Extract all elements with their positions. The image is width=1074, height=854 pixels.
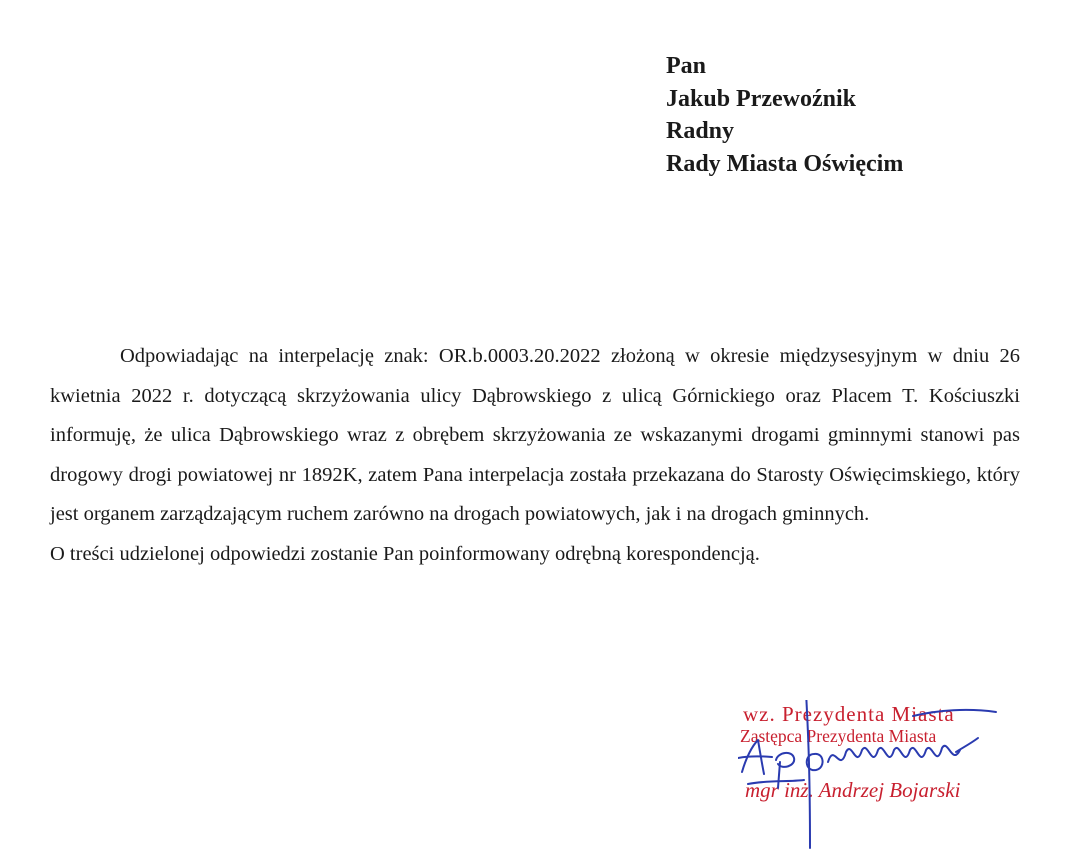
stamp-position-line: Zastępca Prezydenta Miasta <box>740 726 937 746</box>
addressee-role: Radny <box>666 118 735 144</box>
addressee-institution: Rady Miasta Oświęcim <box>666 150 904 177</box>
addressee-name: Jakub Przewoźnik <box>666 85 857 112</box>
addressee-block <box>666 50 903 180</box>
stamp-name-line: mgr inż. Andrzej Bojarski <box>745 778 961 802</box>
addressee-salutation: Pan <box>666 53 707 79</box>
stamp-on-behalf-line: wz. Prezydenta Miasta <box>743 702 955 726</box>
signature-stamp <box>738 700 1038 850</box>
letter-paragraph-main: Odpowiadając na interpelację znak: OR.b.0003.20.2022 złożoną w okresie międzysesyjnym w dniu 26 kwietnia 2022 r. dotyczącą skrzyżowania ulicy Dąbrowskiego z ulicą Górnickiego oraz Placem T. Kościuszki informuję, że ulica Dąbrowskiego wraz z obrębem skrzyżowania ze wskazanymi drogami gminnymi stanowi pas drogowy drogi powiatowej nr 1892K, zatem Pana interpelacja została przekazana do Starosty Oświęcimskiego, który jest organem zarządzającym ruchem zarówno na drogach powiatowych, jak i na drogach gminnych. <box>50 345 1020 525</box>
letter-body <box>50 337 1020 574</box>
letter-paragraph-closing: O treści udzielonej odpowiedzi zostanie Pan poinformowany odrębną korespondencją. <box>50 542 760 565</box>
